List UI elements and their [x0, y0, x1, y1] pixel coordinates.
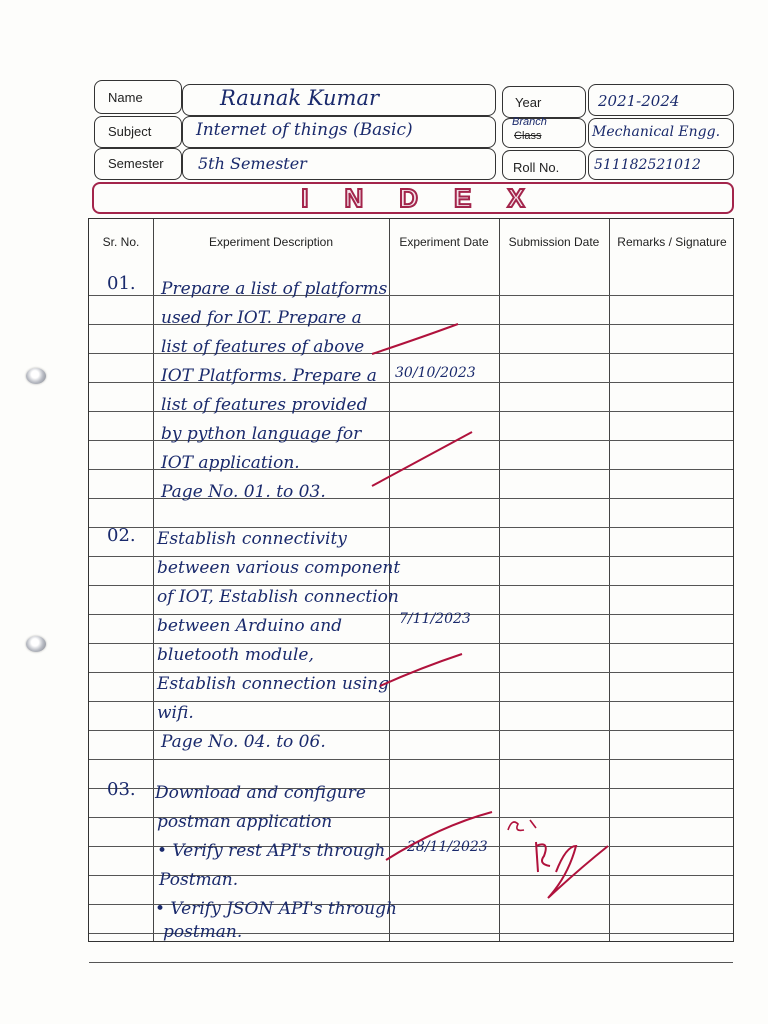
- column-header-sr-no: Sr. No.: [102, 235, 140, 249]
- branch-value: Mechanical Engg.: [592, 124, 721, 140]
- column-header-remarks: Remarks / Signature: [617, 235, 727, 249]
- entry-2-line-8: Page No. 04. to 06.: [161, 732, 326, 752]
- signature-mark: [536, 842, 608, 898]
- roll-label: Roll No.: [513, 160, 560, 175]
- tick-mark-3: [386, 812, 492, 860]
- entry-3-sr-no: 03.: [107, 779, 136, 800]
- index-title: INDEX: [301, 182, 561, 213]
- roll-value: 511182521012: [594, 157, 701, 173]
- entry-1-line-2: used for IOT. Prepare a: [161, 308, 362, 328]
- entry-1-line-4: IOT Platforms. Prepare a: [161, 366, 377, 386]
- subject-value: Internet of things (Basic): [196, 120, 413, 140]
- entry-2-line-1: Establish connectivity: [157, 529, 347, 549]
- name-value: Raunak Kumar: [220, 86, 380, 110]
- column-header-experiment-date: Experiment Date: [399, 235, 489, 249]
- entry-2-line-2: between various component: [157, 558, 401, 578]
- tick-mark-1b: [372, 432, 472, 486]
- subject-label: Subject: [108, 124, 152, 139]
- entry-2-line-7: wifi.: [157, 703, 194, 723]
- initials-mark: [508, 820, 536, 830]
- entry-3-line-6: postman.: [163, 922, 243, 942]
- branch-label: Branch: [512, 116, 547, 128]
- entry-1-line-5: list of features provided: [161, 395, 368, 415]
- entry-1-sr-no: 01.: [107, 273, 136, 294]
- entry-1-line-1: Prepare a list of platforms: [161, 279, 388, 299]
- tick-mark-1a: [372, 324, 458, 354]
- entry-2-experiment-date: 7/11/2023: [399, 611, 471, 627]
- entry-2-line-3: of IOT, Establish connection: [157, 587, 399, 607]
- entry-3-line-5: • Verify JSON API's through: [155, 899, 397, 919]
- column-header-submission-date: Submission Date: [508, 235, 600, 249]
- entry-3-experiment-date: 28/11/2023: [407, 839, 488, 855]
- name-label: Name: [108, 90, 143, 105]
- column-header-description: Experiment Description: [208, 235, 334, 249]
- entry-3-line-3: • Verify rest API's through: [157, 841, 386, 861]
- year-value: 2021-2024: [598, 92, 680, 110]
- year-label: Year: [515, 95, 542, 110]
- semester-label: Semester: [108, 156, 164, 171]
- class-label: Class: [514, 130, 542, 142]
- entry-2-line-6: Establish connection using: [157, 674, 389, 694]
- entry-2-sr-no: 02.: [107, 525, 136, 546]
- entry-3-line-2: postman application: [157, 812, 333, 832]
- entry-2-line-4: between Arduino and: [157, 616, 343, 636]
- entry-1-line-6: by python language for: [161, 424, 362, 444]
- entry-3-line-4: Postman.: [159, 870, 239, 890]
- tick-mark-2: [380, 654, 462, 686]
- entry-2-line-5: bluetooth module,: [157, 645, 314, 665]
- entry-3-line-1: Download and configure: [155, 783, 366, 803]
- entry-1-line-7: IOT application.: [161, 453, 300, 473]
- entry-1-line-3: list of features of above: [161, 337, 365, 357]
- entry-1-experiment-date: 30/10/2023: [395, 365, 476, 381]
- semester-value: 5th Semester: [198, 154, 307, 173]
- entry-1-line-8: Page No. 01. to 03.: [161, 482, 326, 502]
